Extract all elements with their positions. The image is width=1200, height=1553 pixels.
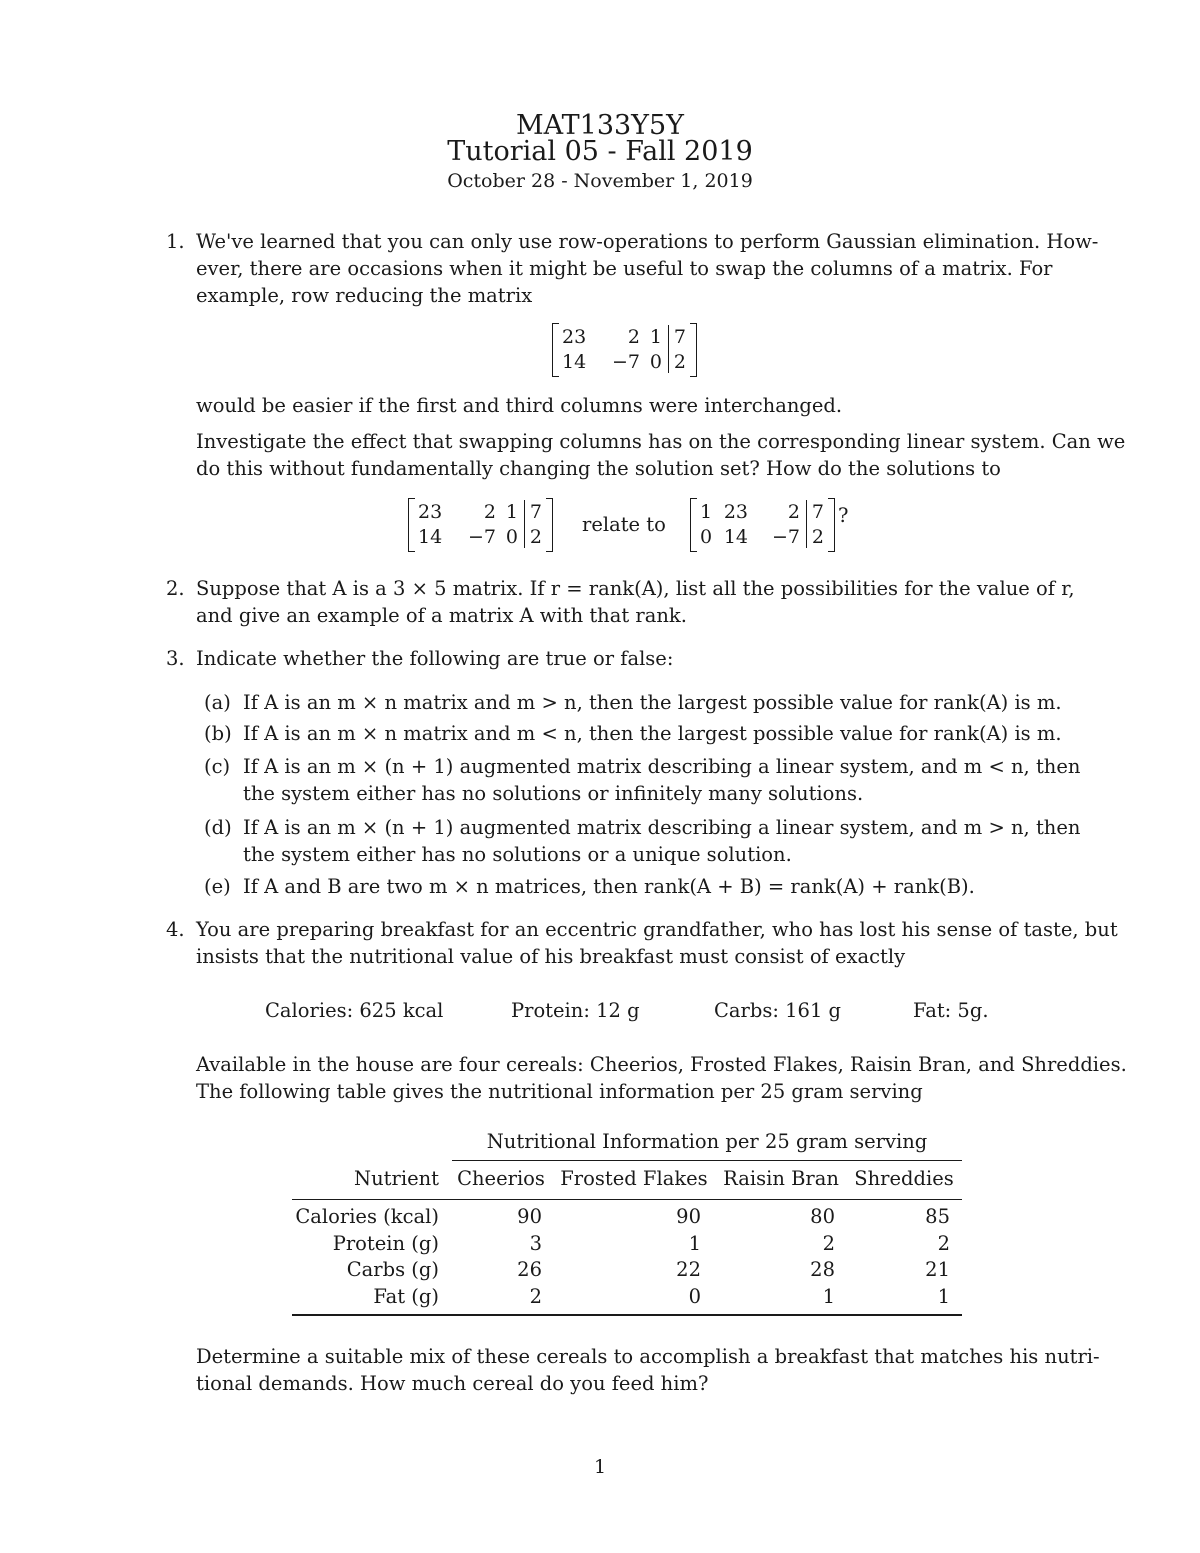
matrix-a-cell: 1 (505, 501, 518, 523)
matrix-a-cell: 23 (562, 326, 587, 348)
matrix-a-cell: 2 (529, 526, 542, 548)
matrix-a-cell: 0 (649, 351, 662, 373)
course-code: MAT133Y5Y (515, 110, 685, 141)
matrix-b-cell: 1 (700, 501, 713, 523)
question-4-line-2: insists that the nutritional value of his breakfast must consist of exactly (196, 945, 906, 968)
question-3-item-text: If A and B are two m × n matrices, then rank(A + B) = rank(A) + rank(B). (243, 875, 975, 898)
question-4-line-3: Available in the house are four cereals: Cheerios, Frosted Flakes, Raisin Bran, and Shreddies. (196, 1053, 1127, 1076)
target-protein: Protein: 12 g (511, 999, 640, 1022)
table-caption: Nutritional Information per 25 gram serving (486, 1130, 928, 1153)
table-cell: 1 (937, 1285, 950, 1308)
table-cell: 2 (822, 1232, 835, 1255)
caption-rule (452, 1160, 962, 1161)
question-3-item-text: If A is an m × n matrix and m > n, then the largest possible value for rank(A) is m. (243, 691, 1062, 714)
bottom-rule (292, 1314, 962, 1316)
question-3-item-label: (e) (204, 875, 231, 898)
row-label-calories: Calories (kcal) (295, 1205, 439, 1228)
matrix-a-cell: 14 (418, 526, 443, 548)
question-2-line-2: and give an example of a matrix A with that rank. (196, 604, 687, 627)
question-3-number: 3. (166, 647, 185, 670)
matrix-a-cell: 2 (483, 501, 496, 523)
row-label-protein: Protein (g) (332, 1232, 439, 1255)
question-2-number: 2. (166, 577, 185, 600)
target-carbs: Carbs: 161 g (714, 999, 842, 1022)
matrix-b-cell: 7 (811, 501, 824, 523)
table-cell: 21 (925, 1258, 950, 1281)
matrix-a-cell: 23 (418, 501, 443, 523)
question-1-line-2: ever, there are occasions when it might be useful to swap the columns of a matrix. For (196, 257, 1053, 280)
table-cell: 2 (937, 1232, 950, 1255)
question-1-line-5: Investigate the effect that swapping columns has on the corresponding linear system. Can we (196, 430, 1126, 453)
question-1-line-3: example, row reducing the matrix (196, 284, 533, 307)
row-label-fat: Fat (g) (373, 1285, 439, 1308)
matrix-b-cell: 2 (811, 526, 824, 548)
question-3-item-text: the system either has no solutions or infinitely many solutions. (243, 782, 864, 805)
tutorial-dates: October 28 - November 1, 2019 (447, 170, 753, 192)
question-4-number: 4. (166, 918, 185, 941)
table-cell: 22 (676, 1258, 701, 1281)
table-cell: 90 (676, 1205, 701, 1228)
matrix-a-repeat (408, 498, 554, 552)
matrix-a-cell: 7 (673, 326, 686, 348)
column-header-shreddies: Shreddies (854, 1167, 954, 1190)
question-1-number: 1. (166, 230, 185, 253)
question-3-item-text: If A is an m × (n + 1) augmented matrix describing a linear system, and m > n, then (243, 816, 1081, 839)
table-cell: 26 (517, 1258, 542, 1281)
question-4-line-4: The following table gives the nutritional information per 25 gram serving (196, 1080, 923, 1103)
question-2-line-1: Suppose that A is a 3 × 5 matrix. If r = rank(A), list all the possibilities for the value of r, (196, 577, 1075, 600)
question-3-intro: Indicate whether the following are true or false: (196, 647, 674, 670)
table-cell: 28 (810, 1258, 835, 1281)
question-3-item-label: (c) (204, 755, 231, 778)
question-mark: ? (838, 504, 849, 527)
table-cell: 2 (529, 1285, 542, 1308)
question-1-line-1: We've learned that you can only use row-operations to perform Gaussian elimination. How- (196, 230, 1099, 253)
table-cell: 80 (810, 1205, 835, 1228)
column-header-cheerios: Cheerios (457, 1167, 545, 1190)
tutorial-title: Tutorial 05 - Fall 2019 (447, 136, 753, 167)
table-cell: 1 (822, 1285, 835, 1308)
target-calories: Calories: 625 kcal (265, 999, 444, 1022)
matrix-b-cell: −7 (771, 526, 800, 548)
table-cell: 3 (529, 1232, 542, 1255)
question-3-item-label: (a) (204, 691, 231, 714)
question-3-item-text: If A is an m × (n + 1) augmented matrix describing a linear system, and m < n, then (243, 755, 1081, 778)
question-4-line-1: You are preparing breakfast for an eccentric grandfather, who has lost his sense of taste, but (196, 918, 1118, 941)
question-3-item-text: the system either has no solutions or a unique solution. (243, 843, 792, 866)
matrix-a-cell: 2 (673, 351, 686, 373)
matrix-b-cell: 14 (723, 526, 748, 548)
matrix-b (690, 498, 836, 552)
row-label-carbs: Carbs (g) (346, 1258, 439, 1281)
table-cell: 90 (517, 1205, 542, 1228)
matrix-a (552, 323, 698, 377)
column-header-raisin-bran: Raisin Bran (723, 1167, 839, 1190)
matrix-a-cell: −7 (611, 351, 640, 373)
question-3-item-text: If A is an m × n matrix and m < n, then the largest possible value for rank(A) is m. (243, 722, 1062, 745)
matrix-a-cell: 14 (562, 351, 587, 373)
question-4-line-5: Determine a suitable mix of these cereals to accomplish a breakfast that matches his nutri- (196, 1345, 1100, 1368)
relate-to-text: relate to (582, 513, 666, 536)
matrix-b-cell: 0 (700, 526, 713, 548)
question-3-item-label: (b) (204, 722, 232, 745)
table-cell: 1 (688, 1232, 701, 1255)
matrix-a-cell: 7 (529, 501, 542, 523)
column-header-frosted-flakes: Frosted Flakes (560, 1167, 708, 1190)
matrix-a-cell: 0 (505, 526, 518, 548)
matrix-a-cell: −7 (467, 526, 496, 548)
matrix-a-cell: 1 (649, 326, 662, 348)
matrix-b-cell: 23 (723, 501, 748, 523)
table-cell: 0 (688, 1285, 701, 1308)
matrix-a-cell: 2 (627, 326, 640, 348)
matrix-b-cell: 2 (787, 501, 800, 523)
table-cell: 85 (925, 1205, 950, 1228)
target-fat: Fat: 5g. (913, 999, 989, 1022)
question-1-line-6: do this without fundamentally changing the solution set? How do the solutions to (196, 457, 1001, 480)
page-number: 1 (593, 1456, 607, 1478)
question-1-line-4: would be easier if the first and third columns were interchanged. (196, 394, 843, 417)
question-3-item-label: (d) (204, 816, 232, 839)
table-corner-header: Nutrient (354, 1167, 439, 1190)
header-rule (292, 1199, 962, 1200)
question-4-line-6: tional demands. How much cereal do you feed him? (196, 1372, 709, 1395)
